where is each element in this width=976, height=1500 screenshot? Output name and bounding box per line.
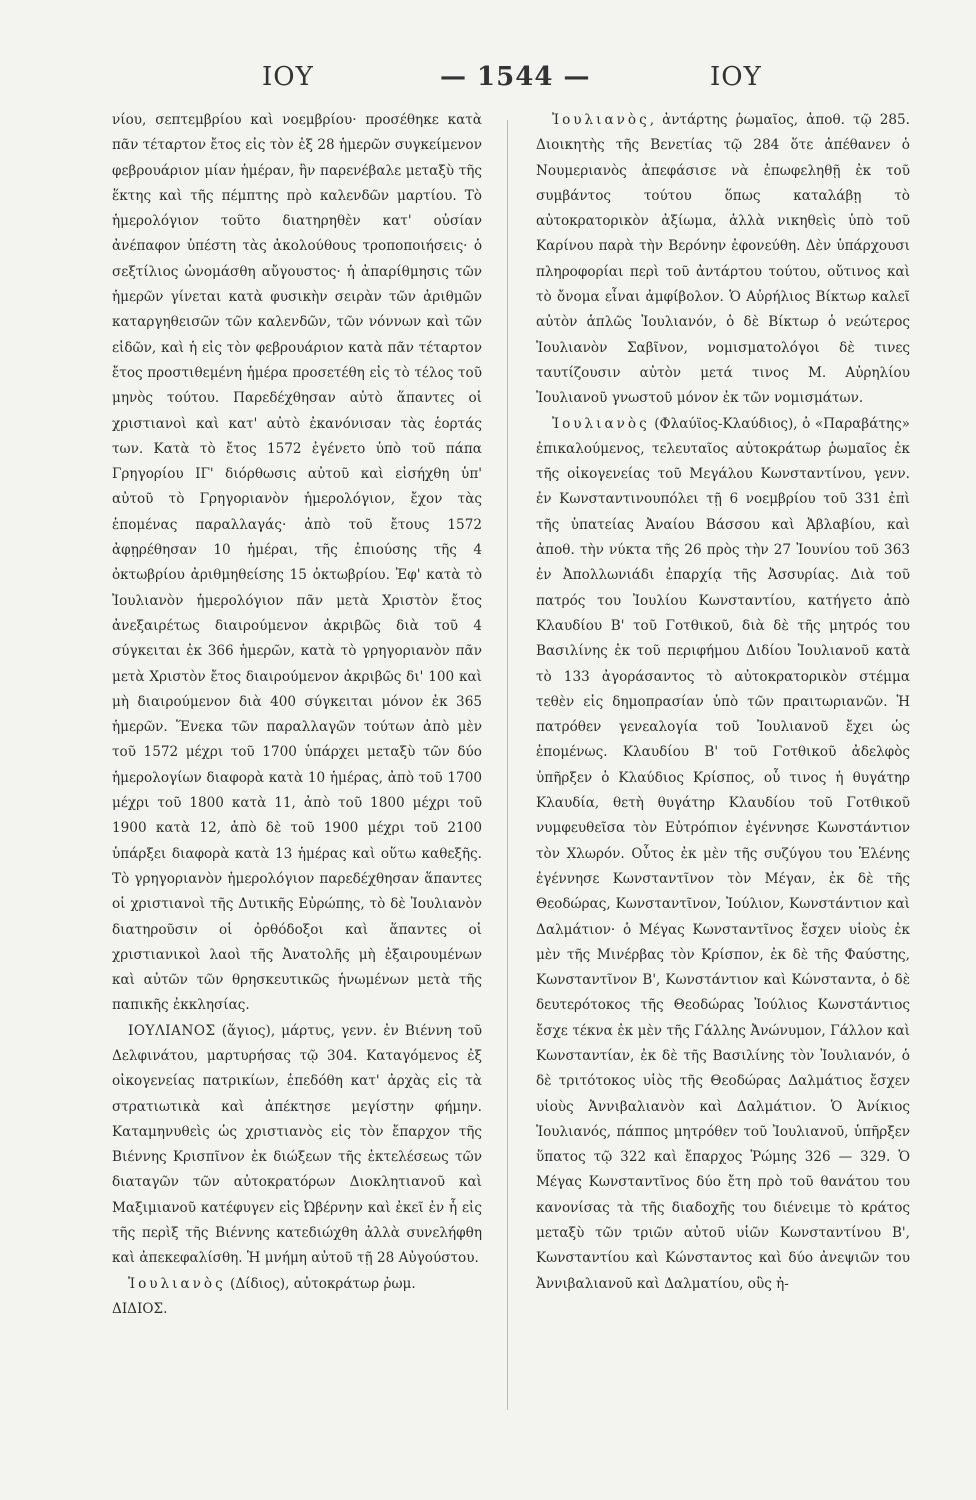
entry-ioulianos-rebel: [536, 108, 910, 412]
entry-headword: Ἰουλιανὸς: [128, 1275, 226, 1292]
entry-ioulianos-emperor: [536, 412, 910, 1297]
page-header: [0, 62, 976, 102]
right-column: [536, 108, 910, 1297]
header-left: ΙΟΥ: [262, 62, 314, 92]
column-divider: [507, 120, 508, 1410]
cross-reference: ΔΙΔΙΟΣ.: [112, 1300, 168, 1317]
calendar-paragraph: νίου, σεπτεμβρίου καὶ νοεμβρίου· προσέθηκε κατὰ πᾶν τέταρτον ἔτος εἰς τὸν ἐξ 28 ἡμερῶν συγκείμενον φεβρουάριον μίαν ἡμέραν, ἣν παρενέβαλε μεταξὺ τῆς ἕκτης καὶ τῆς πέμπτης πρὸ καλενδῶν μαρτίου. Τὸ ἡμερολόγιον τοῦτο διατηρηθὲν κατ' οὐσίαν ἀνέπαφον ὑπέστη τὰς ἀκολούθους τροποποιήσεις· ὁ σεξτίλιος ὠνομάσθη αὔγουστος· ἡ ἀπαρίθμησις τῶν ἡμερῶν γίνεται κατὰ φυσικὴν σειρὰν τῶν ἀριθμῶν καταργηθεισῶν τῶν καλενδῶν, τῶν νόννων καὶ τῶν εἰδῶν, καὶ ἡ εἰς τὸν φεβρουάριον κατὰ πᾶν τέταρτον ἔτος προστιθεμένη ἡμέρα προσετέθη εἰς τὸ τέλος τοῦ μηνὸς τούτου. Παρεδέχθησαν αὐτὸ ἅπαντες οἱ χριστιανοὶ καὶ κατ' αὐτὸ ἐκανόνισαν τὰς ἑορτάς των. Κατὰ τὸ ἔτος 1572 ἐγένετο ὑπὸ τοῦ πάπα Γρηγορίου ΙΓ' διόρθωσις αὐτοῦ καὶ εἰσήχθη ὑπ' αὐτοῦ τὸ Γρηγοριανὸν ἡμερολόγιον, ἔχον τὰς ἑπομένας παραλλαγάς· ἀπὸ τοῦ ἔτους 1572 ἀφῃρέθησαν 10 ἡμέραι, τῆς ἐπιούσης τῆς 4 ὀκτωβρίου ἀριθμηθείσης 15 ὀκτωβρίου. Ἐφ' κατὰ τὸ Ἰουλιανὸν ἡμερολόγιον πᾶν μετὰ Χριστὸν ἔτος ἀνεξαιρέτως διαιρούμενον ἀκριβῶς διὰ τοῦ 4 σύγκειται ἐκ 366 ἡμερῶν, κατὰ τὸ γρηγοριανὸν πᾶν μετὰ Χριστὸν ἔτος διαιρούμενον ἀκριβῶς δι' 100 καὶ μὴ διαιρούμενον διὰ 400 σύγκειται μόνον ἐκ 365 ἡμερῶν. Ἕνεκα τῶν παραλλαγῶν τούτων ἀπὸ μὲν τοῦ 1572 μέχρι τοῦ 1700 ὑπάρχει μεταξὺ τῶν δύο ἡμερολογίων διαφορὰ κατὰ 10 ἡμέρας, ἀπὸ τοῦ 1700 μέχρι τοῦ 1800 κατὰ 11, ἀπὸ τοῦ 1800 μέχρι τοῦ 1900 κατὰ 12, ἀπὸ δὲ τοῦ 1900 μέχρι τοῦ 2100 ὑπάρξει διαφορὰ κατὰ 13 ἡμέρας καὶ οὕτω καθεξῆς. Τὸ γρηγοριανὸν ἡμερολόγιον παρεδέχθησαν ἅπαντες οἱ χριστιανοὶ τῆς Δυτικῆς Εὐρώπης, τὸ δὲ Ἰουλιανὸν διατηροῦσιν οἱ ὀρθόδοξοι καὶ ἅπαντες οἱ χριστιανικοὶ λαοὶ τῆς Ἀνατολῆς μὴ ἐξαιρουμένων καὶ αὐτῶν τῶν θρησκευτικῶς ἡνωμένων μετὰ τῆς παπικῆς ἐκκλησίας.: [112, 112, 482, 1014]
entry-headword: Ἰουλιανὸς: [552, 112, 650, 128]
entry-body: μάρτυς, γενν. ἐν Βιέννη τοῦ Δελφινάτου, μαρτυρήσας τῷ 304. Καταγόμενος ἐξ οἰκογενείας πατρικίων, ἐπεδόθη κατ' ἀρχὰς εἰς τὰ στρατιωτικὰ καὶ ἀπέκτησε μεγίστην φήμην. Καταμηνυθεὶς ὡς χριστιανὸς εἰς τὸν ἔπαρχον τῆς Βιέννης Κρισπῖνον ἐκ διώξεων τῆς ἐκτελέσεως τῶν διαταγῶν τῶν αὐτοκρατόρων Διοκλητιανοῦ καὶ Μαξιμιανοῦ κατέφυγεν εἰς Ὠβέρνην καὶ ἐκεῖ ἐν ἧ εἰς τῆς περὶξ τῆς Βιέννης κατεδιώχθη ἀλλὰ συνελήφθη καὶ ἀπεκεφαλίσθη. Ἡ μνήμη αὐτοῦ τῇ 28 Αὐγούστου.: [112, 1022, 483, 1267]
entry-headword: ΙΟΥΛΙΑΝΟΣ: [128, 1022, 216, 1039]
entry-ioulianos-saint: [112, 1019, 482, 1272]
entry-body: , ἀντάρτης ῥωμαῖος, ἀποθ. τῷ 285. Διοικητὴς τῆς Βενετίας τῷ 284 ὅτε ἀπέθανεν ὁ Νουμεριανὸς ἀπεφάσισε νὰ ἐπωφεληθῇ ἐκ τοῦ συμβάντος τούτου ὅπως καταλάβῃ τὸ αὐτοκρατορικὸν ἀξίωμα, ἀλλὰ νικηθεὶς ὑπὸ τοῦ Καρίνου παρὰ τὴν Βερόνην ἐφονεύθη. Δὲν ὑπάρχουσι πληροφορίαι περὶ τοῦ ἀντάρτου τούτου, οὔτινος καὶ τὸ ὄνομα εἶναι ἀμφίβολον. Ὁ Αὐρήλιος Βίκτωρ καλεῖ αὐτὸν ἁπλῶς Ἰουλιανόν, ὁ δὲ Βίκτωρ ὁ νεώτερος Ἰουλιανὸν Σαβῖνον, νομισματολόγοι δὲ τινες ταυτίζουσιν αὐτὸν μετά τινος Μ. Αὐρηλίου Ἰουλιανοῦ γνωστοῦ μόνον ἐκ τῶν νομισμάτων.: [536, 112, 910, 407]
header-right: ΙΟΥ: [710, 62, 762, 92]
entry-qualifier: (ἅγιος),: [221, 1022, 276, 1039]
entry-body: (Φλαύϊος-Κλαύδιος), ὁ «Παραβάτης» ἐπικαλούμενος, τελευταῖος αὐτοκράτωρ ῥωμαῖος ἐκ τῆς οἰκογενείας τοῦ Μεγάλου Κωνσταντίνου, γενν. ἐν Κωνσταντινουπόλει τῇ 6 νοεμβρίου τοῦ 331 ἐπὶ τῆς ὑπατείας Ἀναίου Βάσσου καὶ Ἀβλαβίου, καὶ ἀποθ. τὴν νύκτα τῆς 26 πρὸς τὴν 27 Ἰουνίου τοῦ 363 ἐν Ἀπολλωνιάδι ἐπαρχίᾳ τῆς Ἀσσυρίας. Διὰ τοῦ πατρός του Ἰουλίου Κωνσταντίου, κατήγετο ἀπὸ Κλαυδίου Β' τοῦ Γοτθικοῦ, διὰ δὲ τῆς μητρός του Βασιλίνης ἐκ τοῦ περιφήμου Διδίου Ἰουλιανοῦ κατὰ τὸ 133 ἀγοράσαντος τὸ αὐτοκρατορικὸν στέμμα τεθὲν εἰς δημοπρασίαν ὑπὸ τῶν πραιτωριανῶν. Ἡ πατρόθεν γενεαλογία τοῦ Ἰουλιανοῦ ἔχει ὡς ἑπομένως. Κλαυδίου Β' τοῦ Γοτθικοῦ ἀδελφὸς ὑπῆρξεν ὁ Κλαύδιος Κρίσπος, οὗ τινος ἡ θυγάτηρ Κλαυδία, θετὴ θυγάτηρ Κλαυδίου τοῦ Γοτθικοῦ νυμφευθεῖσα τὸν Εὐτρόπιον ἐγέννησε Κωνστάντιον τὸν Χλωρόν. Οὗτος ἐκ μὲν τῆς συζύγου του Ἑλένης ἐγέννησε Κωνσταντῖνον τὸν Μέγαν, ἐκ δὲ τῆς Θεοδώρας, Κωνσταντῖνον, Ἰούλιον, Κωνστάντιον καὶ Δαλμάτιον· ὁ Μέγας Κωνσταντῖνος ἔσχεν υἱοὺς ἐκ μὲν τῆς Μινέρβας τὸν Κρίσπον, ἐκ δὲ τῆς Φαύστης, Κωνσταντῖνον Β', Κωνστάντιον καὶ Κώνσταντα, ὁ δὲ δευτερότοκος τῆς Θεοδώρας Ἰούλιος Κωνστάντιος ἔσχε τέκνα ἐκ μὲν τῆς Γάλλης Ἀνώνυμον, Γάλλον καὶ Κωνσταντίαν, ἐκ δὲ τῆς Βασιλίνης τὸν Ἰουλιανόν, ὁ δὲ τριτότοκος υἱὸς τῆς Θεοδώρας Δαλμάτιος ἔσχεν υἱοὺς Ἀννιβαλιανὸν καὶ Δαλμάτιον. Ὁ Ἀνίκιος Ἰουλιανός, πάππος μητρόθεν τοῦ Ἰουλιανοῦ, ὑπῆρξεν ὕπατος τῷ 322 καὶ ἔπαρχος Ῥώμης 326 — 329. Ὁ Μέγας Κωνσταντῖνος δύο ἔτη πρὸ τοῦ θανάτου του κανονίσας τὰ τῆς διαδοχῆς του διένειμε τὸ κράτος μεταξὺ τῶν τριῶν αὐτοῦ υἱῶν Κωνσταντίνου Β', Κωνσταντίου καὶ Κώνσταντος καὶ δύο ἀνεψιῶν του Ἀννιβαλιανοῦ καὶ Δαλματίου, οὓς ἠ-: [536, 415, 910, 1292]
entry-body: (Δίδιος), αὐτοκράτωρ ῥωμ.: [225, 1275, 416, 1292]
page-number: — 1544 —: [440, 62, 591, 92]
entry-headword: Ἰουλιανὸς: [552, 415, 650, 432]
left-column: [112, 108, 482, 1322]
entry-ioulianos-didios: [112, 1272, 482, 1297]
